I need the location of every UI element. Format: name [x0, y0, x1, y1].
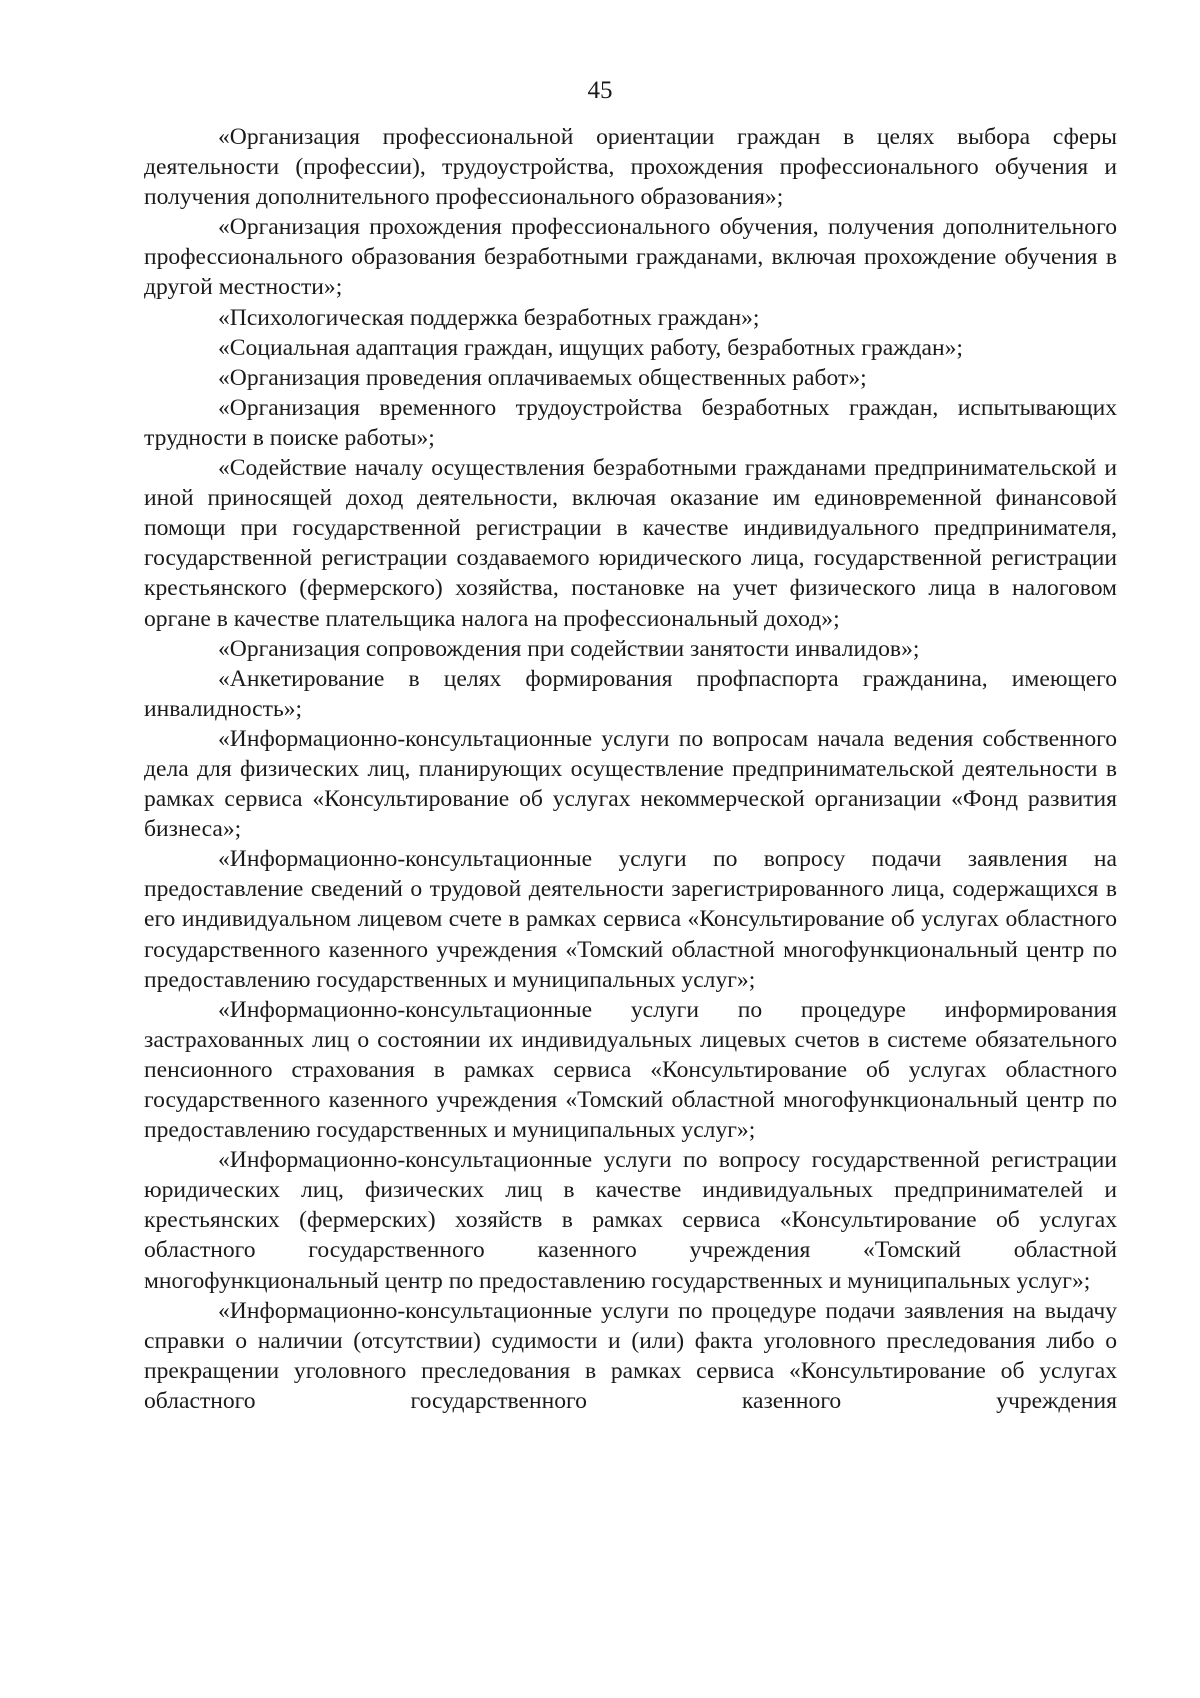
paragraph-disabled-employment: «Организация сопровождения при содействии занятости инвалидов»;	[218, 635, 920, 662]
paragraph-pension-accounts-consulting: «Информационно-консультационные услуги по процедуре информирования застрахованных лиц о состоянии их индивидуальных лицевых счетов в системе обязательного пенсионного страхования в рамках сервиса «Консультирование об услугах областного государственного казенного учреждения «Томский областной многофункциональный центр по предоставлению государственных и муниципальных услуг»;	[144, 996, 1117, 1144]
page-number: 45	[587, 77, 613, 104]
paragraph-registration-consulting: «Информационно-консультационные услуги по вопросу государственной регистрации юридических лиц, физических лиц в качестве индивидуальных предпринимателей и крестьянских (фермерских) хозяйств в рамках сервиса «Консультирование об услугах областного государственного казенного учреждения «Томский областной многофункциональный центр по предоставлению государственных и муниципальных услуг»;	[144, 1147, 1117, 1294]
paragraph-vocational-training: «Организация прохождения профессионального обучения, получения дополнительного профессионального образования безработными гражданами, включая прохождение обучения в другой местности»;	[144, 214, 1117, 301]
paragraph-criminal-record-consulting: «Информационно-консультационные услуги по процедуре подачи заявления на выдачу справки о наличии (отсутствии) судимости и (или) факта уголовного преследования либо о прекращении уголовного преследования в рамках сервиса «Консультирование об услугах областного государственного казенного учреждения	[144, 1297, 1117, 1414]
paragraph-psychological-support: «Психологическая поддержка безработных граждан»;	[218, 304, 760, 331]
paragraph-temporary-employment: «Организация временного трудоустройства безработных граждан, испытывающих трудности в поиске работы»;	[144, 394, 1117, 451]
document-body	[144, 122, 1117, 1416]
paragraph-labor-records-consulting: «Информационно-консультационные услуги по вопросу подачи заявления на предоставление сведений о трудовой деятельности зарегистрированного лица, содержащихся в его индивидуальном лицевом счете в рамках сервиса «Консультирование об услугах областного государственного казенного учреждения «Томский областной многофункциональный центр по предоставлению государственных и муниципальных услуг»;	[144, 846, 1117, 993]
paragraph-profpassport-survey: «Анкетирование в целях формирования профпаспорта гражданина, имеющего инвалидность»;	[144, 665, 1117, 722]
paragraph-entrepreneurship-support: «Содействие началу осуществления безработными гражданами предпринимательской и иной приносящей доход деятельности, включая оказание им единовременной финансовой помощи при государственной регистрации в качестве индивидуального предпринимателя, государственной регистрации создаваемого юридического лица, государственной регистрации крестьянского (фермерского) хозяйства, постановке на учет физического лица в налоговом органе в качестве плательщика налога на профессиональный доход»;	[144, 455, 1117, 632]
paragraph-social-adaptation: «Социальная адаптация граждан, ищущих работу, безработных граждан»;	[218, 334, 963, 361]
paragraph-business-consulting: «Информационно-консультационные услуги по вопросам начала ведения собственного дела для физических лиц, планирующих осуществление предпринимательской деятельности в рамках сервиса «Консультирование об услугах некоммерческой организации «Фонд развития бизнеса»;	[144, 725, 1117, 843]
paragraph-career-guidance: «Организация профессиональной ориентации граждан в целях выбора сферы деятельности (профессии), трудоустройства, прохождения профессионального обучения и получения дополнительного профессионального образования»;	[144, 124, 1117, 211]
paragraph-public-works: «Организация проведения оплачиваемых общественных работ»;	[218, 364, 867, 391]
